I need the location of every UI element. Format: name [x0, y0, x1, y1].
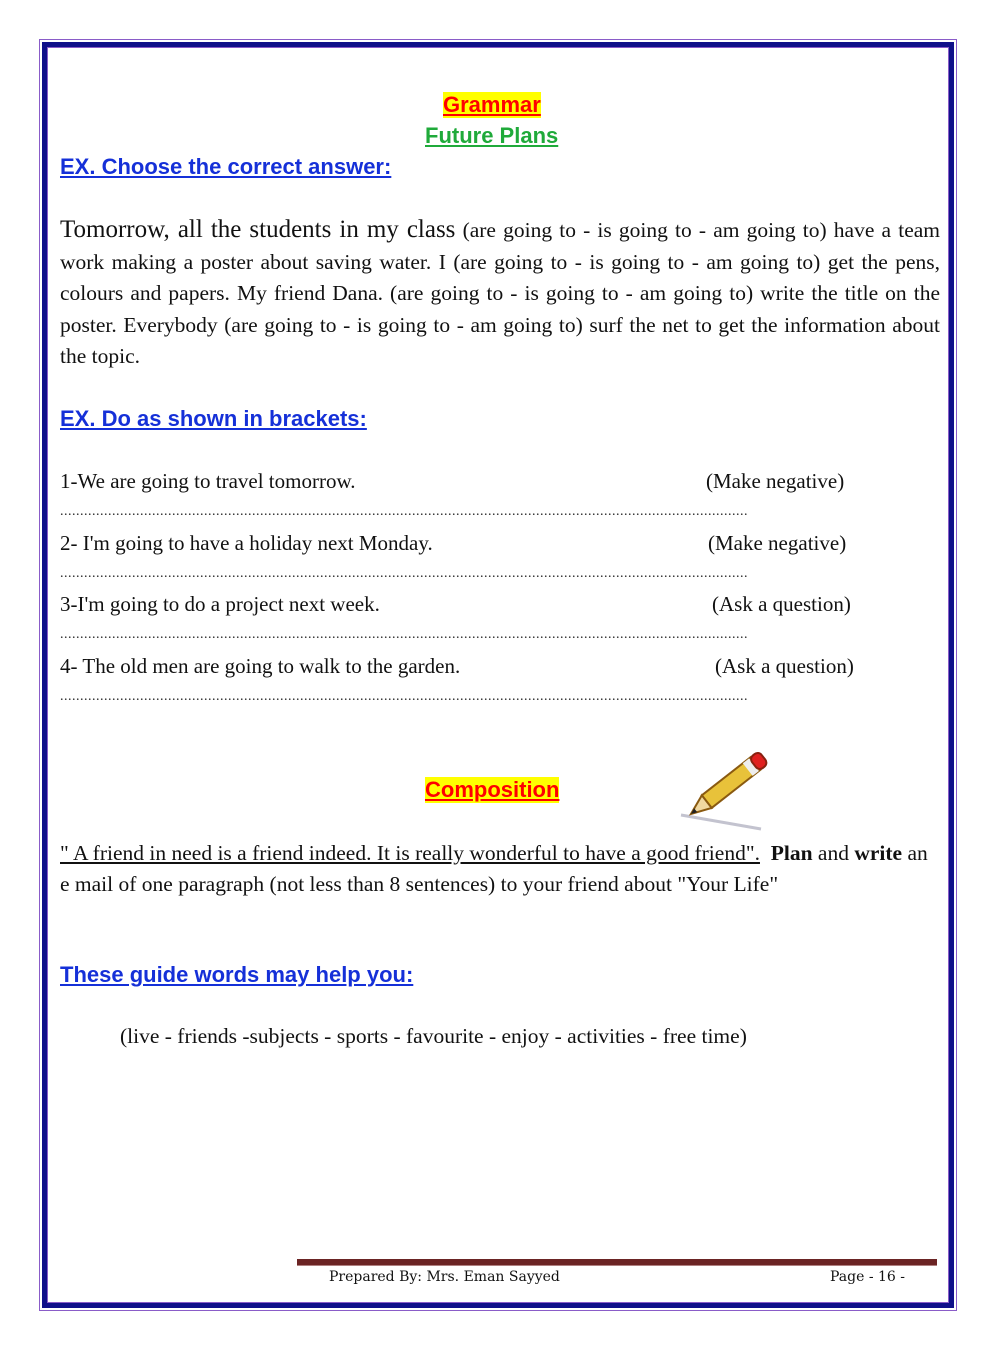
ex1-body: (are going to - is going to - am going to) have a team work making a poster about saving water. I (are going to - is going to - am going to) get the pens, colours and papers. My friend Dana. (are going to - is going to - am going to) write the title on the poster. Everybody (are going to - is going to - am going to) surf the net to get the information about the topic.: [60, 218, 941, 368]
ex2-sentence: 3-I'm going to do a project next week.: [60, 592, 380, 616]
ex2-item-3: [60, 592, 882, 617]
ex2-hint: (Ask a question): [715, 654, 854, 678]
answer-line-1[interactable]: ............................................................................................................................................................................: [60, 504, 748, 519]
composition-title: Composition: [425, 777, 560, 802]
ex2-sentence: 2- I'm going to have a holiday next Monday.: [60, 531, 433, 555]
ex2-item-1: [60, 469, 882, 494]
ex2-sentence: 4- The old men are going to walk to the garden.: [60, 654, 461, 678]
ex2-heading: EX. Do as shown in brackets:: [60, 406, 367, 431]
ex2-hint: (Make negative): [706, 469, 845, 493]
ex1-paragraph: [60, 214, 940, 373]
ex1-intro: Tomorrow, all the students in my class: [60, 216, 456, 243]
composition-prompt: [60, 838, 930, 899]
ex2-hint: (Make negative): [708, 531, 847, 555]
guide-words: (live - friends -subjects - sports - favourite - enjoy - activities - free time): [120, 1024, 747, 1048]
ex1-heading: EX. Choose the correct answer:: [60, 154, 392, 179]
answer-line-2[interactable]: ............................................................................................................................................................................: [60, 566, 748, 581]
ex2-item-4: [60, 654, 882, 679]
ex2-hint: (Ask a question): [712, 592, 851, 616]
and-word: and: [812, 841, 855, 865]
ex2-sentence: 1-We are going to travel tomorrow.: [60, 469, 356, 493]
write-word: write: [854, 841, 903, 865]
grammar-title: Grammar: [443, 92, 541, 117]
answer-line-4[interactable]: ............................................................................................................................................................................: [60, 689, 748, 704]
answer-line-3[interactable]: ............................................................................................................................................................................: [60, 627, 748, 642]
footer-page-number: Page - 16 -: [830, 1269, 906, 1285]
composition-instructions: an e mail of one paragraph (not less than 8 sentences) to your friend about "Your Life": [60, 841, 928, 896]
plan-word: Plan: [770, 841, 813, 865]
composition-quote: " A friend in need is a friend indeed. It is really wonderful to have a good friend".: [60, 841, 760, 865]
pencil-icon: [676, 745, 781, 835]
future-plans-subtitle: Future Plans: [425, 123, 559, 148]
ex2-item-2: [60, 531, 882, 556]
footer-divider: [297, 1259, 937, 1266]
guide-words-heading: These guide words may help you:: [60, 962, 414, 987]
footer-prepared-by: Prepared By: Mrs. Eman Sayyed: [329, 1269, 560, 1285]
